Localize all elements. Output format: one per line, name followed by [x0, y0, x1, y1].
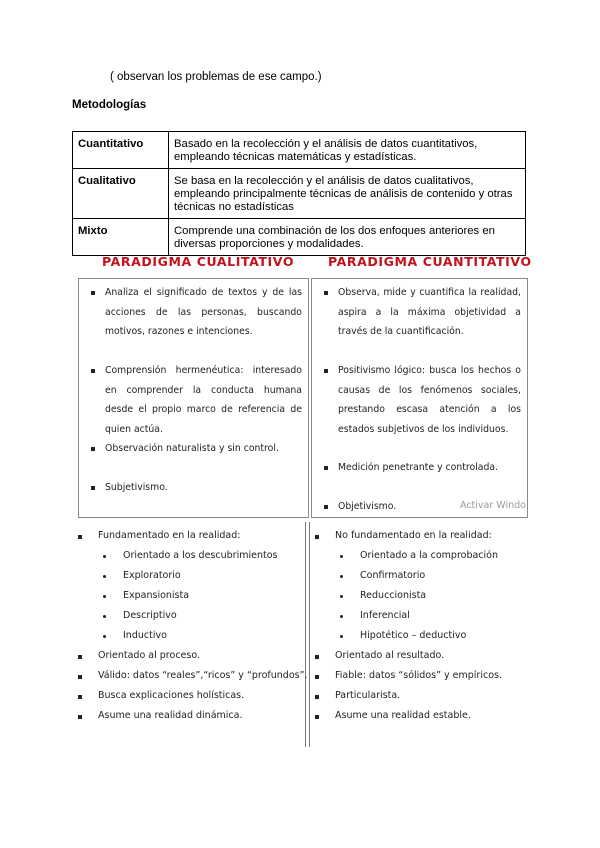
list-item: Analiza el significado de textos y de las acciones de las personas, buscando motivos, razones e intenciones.	[91, 283, 302, 342]
method-description: Comprende una combinación de los dos enfoques anteriores en diversas proporciones y modalidades.	[169, 219, 526, 256]
list-item: Positivismo lógico: busca los hechos o causas de los fenómenos sociales, prestando escasa atención a los estados subjetivos de los individuos.	[324, 361, 521, 439]
sub-list-item: Orientado a la comprobación	[340, 550, 498, 561]
list-item: No fundamentado en la realidad:	[315, 530, 492, 541]
methods-table	[72, 131, 526, 256]
table-row	[73, 132, 526, 169]
list-item: Fundamentado en la realidad:	[78, 530, 240, 541]
list-item: Asume una realidad estable.	[315, 710, 471, 721]
list-item: Medición penetrante y controlada.	[324, 458, 521, 478]
list-item: Particularista.	[315, 690, 400, 701]
list-item: Comprensión hermenéutica: interesado en comprender la conducta humana desde el propio marco de referencia de quien actúa.	[91, 361, 302, 439]
method-name: Cualitativo	[73, 169, 169, 219]
method-description: Basado en la recolección y el análisis de datos cuantitativos, empleando técnicas matemáticas y estadísticas.	[169, 132, 526, 169]
list-item: Observación naturalista y sin control.	[91, 439, 302, 459]
column-divider	[305, 522, 310, 747]
quantitative-box	[311, 278, 528, 518]
list-item: Busca explicaciones holísticas.	[78, 690, 244, 701]
qualitative-box	[78, 278, 309, 518]
section-title: Metodologías	[72, 99, 147, 111]
list-item: Subjetivismo.	[91, 478, 302, 498]
table-row	[73, 169, 526, 219]
sub-list-item: Confirmatorio	[340, 570, 425, 581]
list-item: Asume una realidad dinámica.	[78, 710, 243, 721]
method-name: Cuantitativo	[73, 132, 169, 169]
method-description: Se basa en la recolección y el análisis de datos cualitativos, empleando principalmente técnicas de análisis de contenido y otras técnicas no estadísticas	[169, 169, 526, 219]
sub-list-item: Orientado a los descubrimientos	[103, 550, 277, 561]
quantitative-heading: PARADIGMA CUANTITATIVO	[328, 254, 532, 269]
sub-list-item: Reduccionista	[340, 590, 426, 601]
sub-list-item: Exploratorio	[103, 570, 181, 581]
table-row	[73, 219, 526, 256]
intro-text: ( observan los problemas de ese campo.)	[110, 71, 322, 83]
sub-list-item: Expansionista	[103, 590, 189, 601]
list-item: Observa, mide y cuantifica la realidad, aspira a la máxima objetividad a través de la cuantificación.	[324, 283, 521, 342]
activation-watermark: Activar Windo	[460, 500, 526, 511]
list-item: Válido: datos “reales”,“ricos” y “profundos”.	[78, 670, 308, 681]
list-item: Objetivismo.	[324, 497, 521, 517]
list-item: Orientado al resultado.	[315, 650, 444, 661]
sub-list-item: Hipotético – deductivo	[340, 630, 466, 641]
sub-list-item: Descriptivo	[103, 610, 177, 621]
qualitative-heading: PARADIGMA CUALITATIVO	[102, 254, 295, 269]
list-item: Orientado al proceso.	[78, 650, 200, 661]
list-item: Fiable: datos “sólidos” y empíricos.	[315, 670, 502, 681]
sub-list-item: Inductivo	[103, 630, 167, 641]
sub-list-item: Inferencial	[340, 610, 410, 621]
method-name: Mixto	[73, 219, 169, 256]
